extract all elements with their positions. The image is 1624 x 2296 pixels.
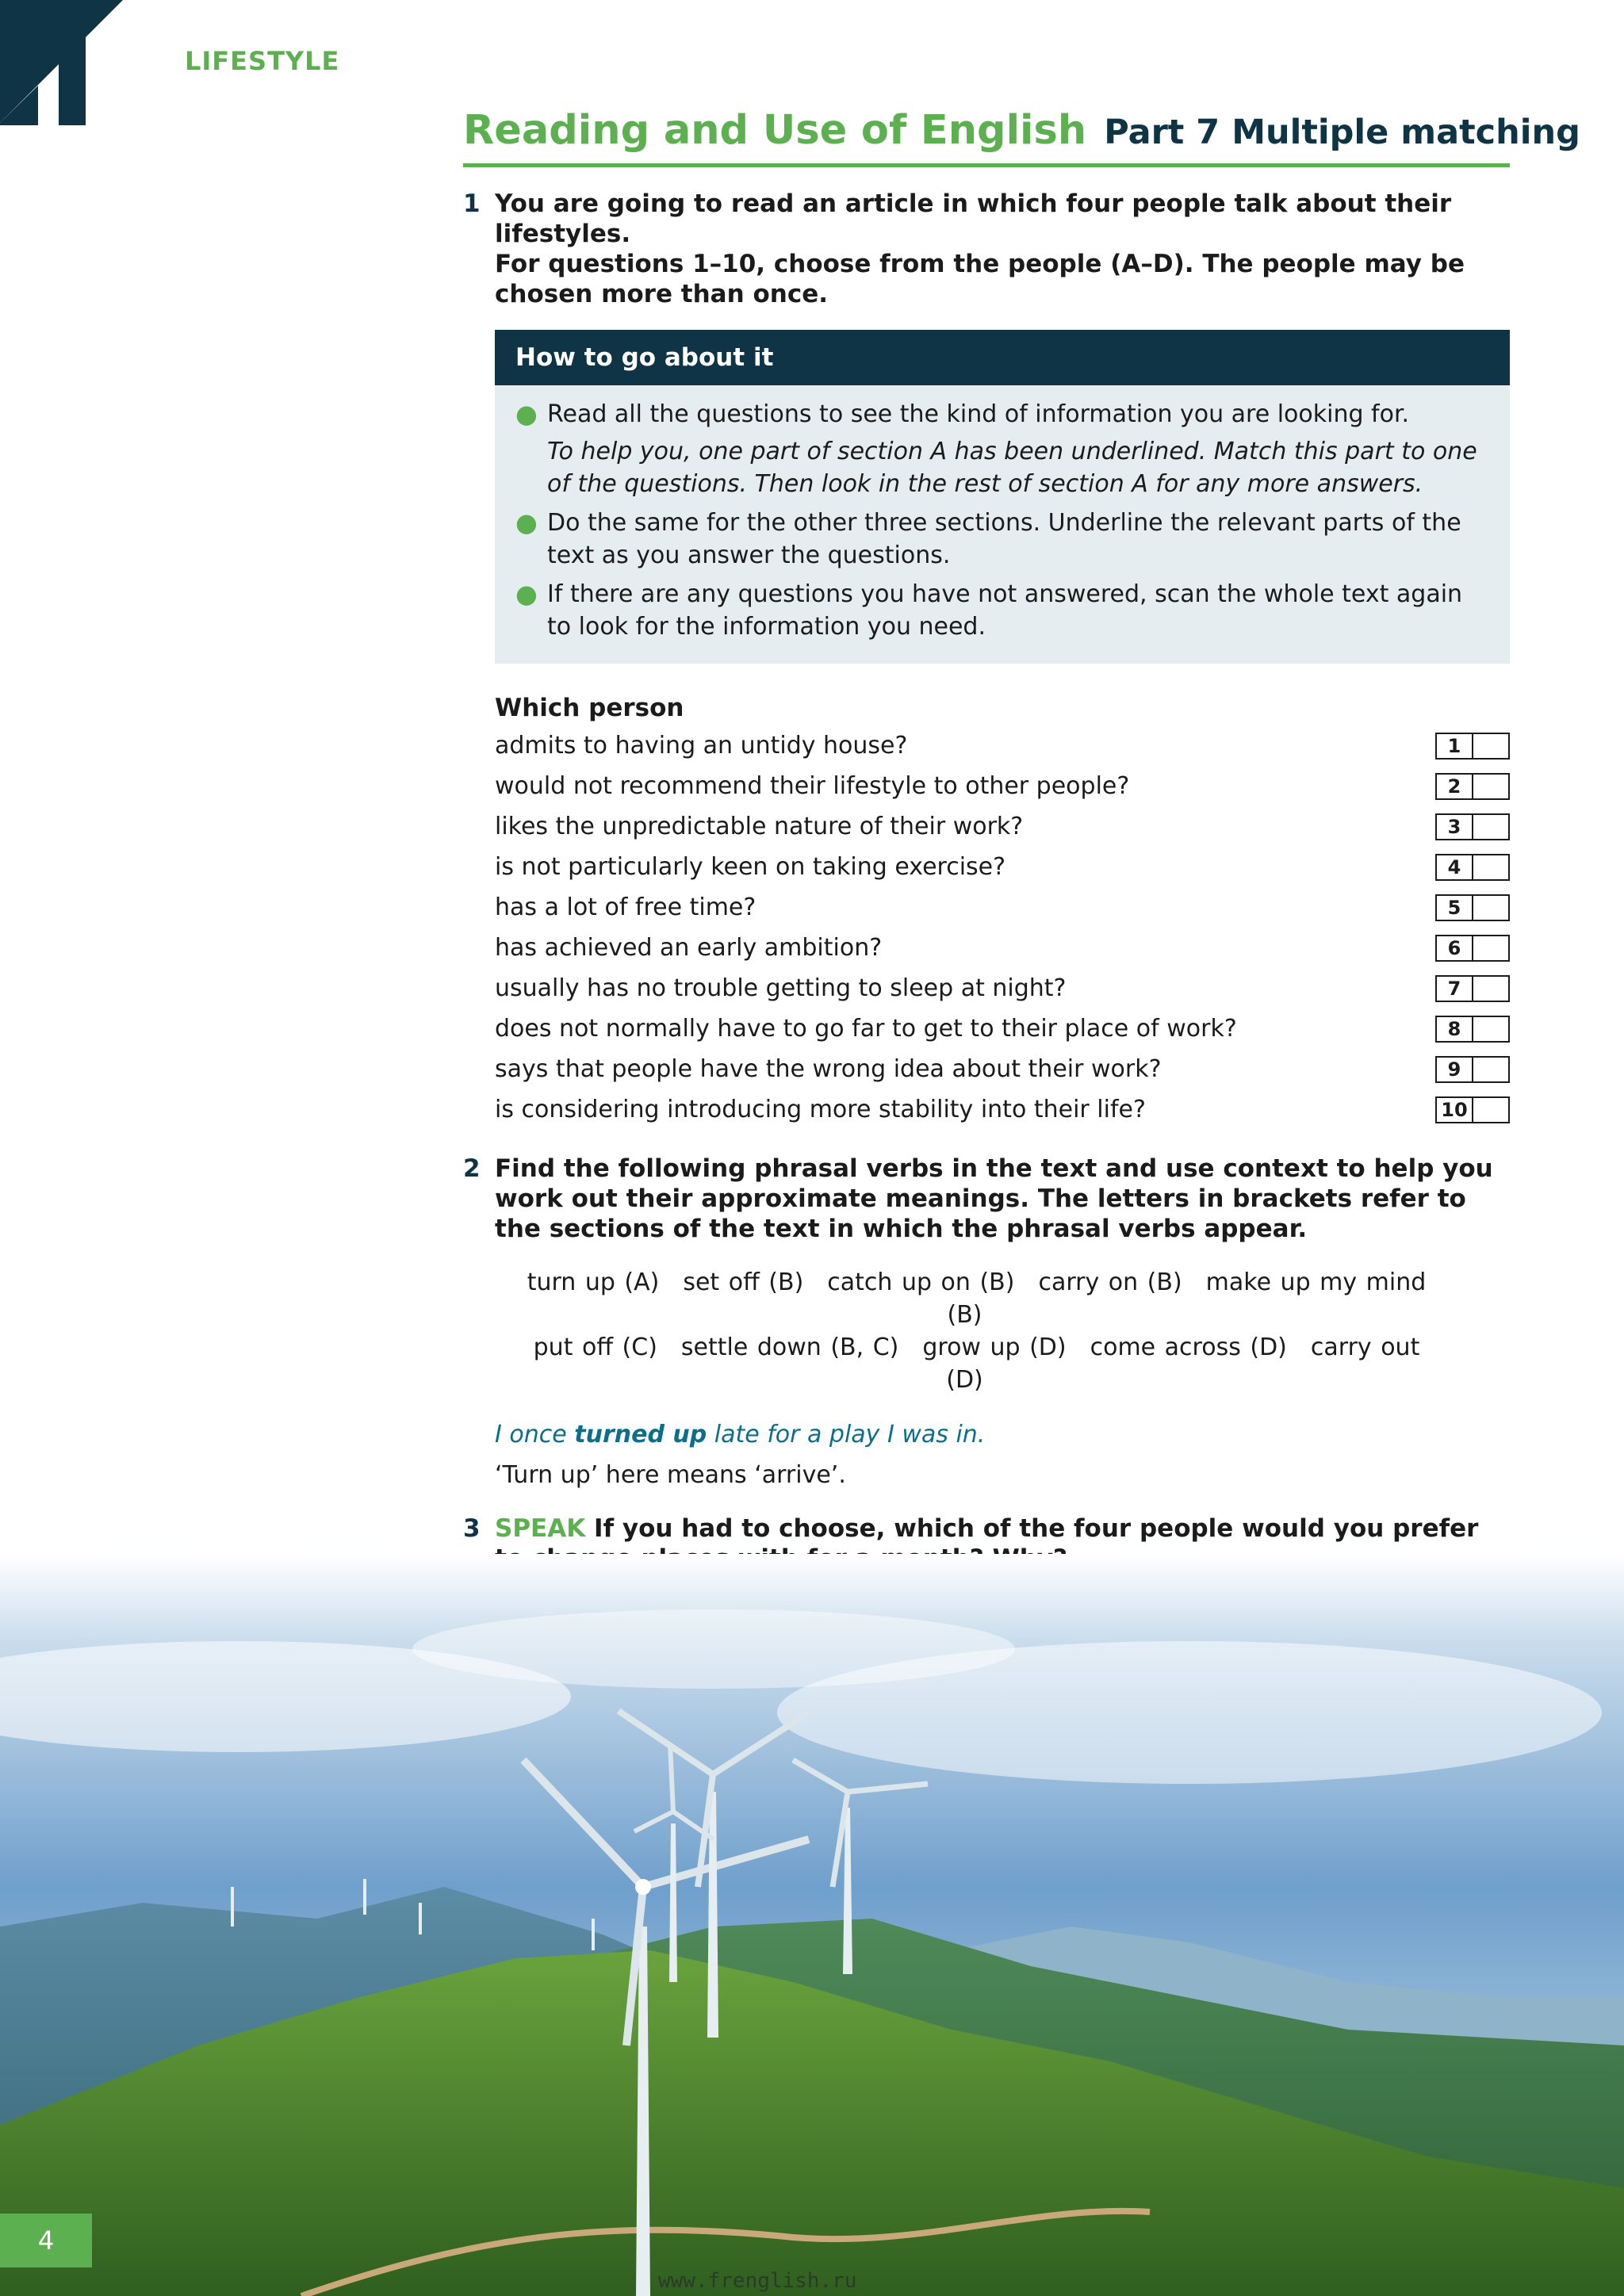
question-number: 4 xyxy=(1437,855,1473,879)
question-text: is considering introducing more stability into their life? xyxy=(495,1096,1146,1123)
question-row xyxy=(495,806,1510,847)
question-text: likes the unpredictable nature of their work? xyxy=(495,813,1024,840)
answer-field[interactable] xyxy=(1473,977,1508,1001)
question-row xyxy=(495,847,1510,887)
bullet-icon: ● xyxy=(515,507,538,538)
question-number: 10 xyxy=(1437,1098,1473,1122)
answer-field[interactable] xyxy=(1473,1098,1508,1122)
answer-box[interactable] xyxy=(1435,733,1510,760)
answer-field[interactable] xyxy=(1473,734,1508,758)
example-text: late for a play I was in. xyxy=(707,1421,986,1448)
answer-box[interactable] xyxy=(1435,1096,1510,1123)
answer-field[interactable] xyxy=(1473,896,1508,920)
main-content xyxy=(463,189,1510,1574)
question-text: is not particularly keen on taking exercise? xyxy=(495,853,1006,881)
phrasal-verb-row xyxy=(495,1266,1446,1331)
question-list xyxy=(495,691,1510,1130)
tip-subtext: To help you, one part of section A has been underlined. Match this part to one of the questions. Then look in the rest of section A for any more answers. xyxy=(547,438,1477,498)
section-header xyxy=(463,107,1580,167)
question-number: 2 xyxy=(1437,775,1473,798)
tip-text: If there are any questions you have not answered, scan the whole text again to look for the information you need. xyxy=(547,580,1463,641)
bullet-icon: ● xyxy=(515,399,538,429)
question-text: would not recommend their lifestyle to other people? xyxy=(495,772,1130,800)
phrasal-verb: come across (D) xyxy=(1090,1334,1287,1361)
answer-field[interactable] xyxy=(1473,855,1508,879)
answer-field[interactable] xyxy=(1473,1017,1508,1041)
answer-box[interactable] xyxy=(1435,773,1510,800)
question-number: 9 xyxy=(1437,1058,1473,1081)
answer-box[interactable] xyxy=(1435,975,1510,1002)
phrasal-verb: grow up (D) xyxy=(922,1334,1067,1361)
question-row xyxy=(495,1049,1510,1089)
tip-item xyxy=(515,578,1486,643)
phrasal-verb: carry out (D) xyxy=(946,1334,1420,1394)
task-3-text: If you had to choose, which of the four people would you prefer xyxy=(594,1514,1479,1543)
question-text: has achieved an early ambition? xyxy=(495,934,883,962)
part-title: Part 7 Multiple matching xyxy=(1104,113,1580,152)
instruction-line-2: For questions 1–10, choose from the people (A–D). The people may be chosen more than once. xyxy=(495,250,1465,308)
tip-item xyxy=(515,507,1486,572)
answer-box[interactable] xyxy=(1435,813,1510,840)
how-to-box xyxy=(495,330,1510,664)
how-to-title: How to go about it xyxy=(495,330,1510,385)
answer-box[interactable] xyxy=(1435,894,1510,921)
question-text: usually has no trouble getting to sleep at night? xyxy=(495,974,1067,1002)
task-number: 2 xyxy=(463,1154,481,1183)
question-row xyxy=(495,968,1510,1008)
question-number: 6 xyxy=(1437,936,1473,960)
task-2 xyxy=(463,1154,1510,1491)
answer-box[interactable] xyxy=(1435,1056,1510,1083)
question-text: admits to having an untidy house? xyxy=(495,732,908,760)
question-row xyxy=(495,887,1510,928)
tip-item xyxy=(515,398,1486,500)
question-number: 5 xyxy=(1437,896,1473,920)
phrasal-verb: catch up on (B) xyxy=(827,1269,1015,1296)
watermark: www.frenglish.ru xyxy=(658,2269,857,2293)
wind-turbine-landscape-photo xyxy=(0,1554,1624,2296)
instruction-line-1: You are going to read an article in which four people talk about their lifestyles. xyxy=(495,189,1452,248)
question-row xyxy=(495,1008,1510,1049)
question-text: has a lot of free time? xyxy=(495,894,756,921)
unit-number-badge xyxy=(0,0,127,127)
speak-tag: SPEAK xyxy=(495,1514,586,1543)
question-row xyxy=(495,766,1510,806)
question-number: 3 xyxy=(1437,815,1473,839)
answer-box[interactable] xyxy=(1435,1016,1510,1043)
question-number: 7 xyxy=(1437,977,1473,1001)
task-2-instruction: Find the following phrasal verbs in the text and use context to help you work out their approximate meanings. The letters in brackets refer to the sections of the text in which the phrasal verbs appear. xyxy=(495,1154,1493,1243)
question-number: 8 xyxy=(1437,1017,1473,1041)
answer-field[interactable] xyxy=(1473,775,1508,798)
question-row xyxy=(495,928,1510,968)
phrasal-verb: carry on (B) xyxy=(1038,1269,1182,1296)
answer-field[interactable] xyxy=(1473,815,1508,839)
question-row xyxy=(495,1089,1510,1130)
unit-label: LIFESTYLE xyxy=(185,46,340,76)
answer-box[interactable] xyxy=(1435,935,1510,962)
phrasal-verb: turn up (A) xyxy=(527,1269,660,1296)
phrasal-verb-row xyxy=(495,1331,1446,1396)
task-1 xyxy=(463,189,1510,1130)
question-text: does not normally have to go far to get to their place of work? xyxy=(495,1015,1237,1043)
question-text: says that people have the wrong idea about their work? xyxy=(495,1055,1162,1083)
phrasal-verb-list xyxy=(495,1266,1510,1396)
tip-text: Do the same for the other three sections. Underline the relevant parts of the text as you answer the questions. xyxy=(547,509,1461,569)
question-number: 1 xyxy=(1437,734,1473,758)
tip-text: Read all the questions to see the kind of information you are looking for. xyxy=(547,400,1410,428)
example-explanation: ‘Turn up’ here means ‘arrive’. xyxy=(495,1461,846,1489)
answer-field[interactable] xyxy=(1473,936,1508,960)
paper-title: Reading and Use of English xyxy=(463,107,1087,154)
task-number: 1 xyxy=(463,189,481,218)
question-row xyxy=(495,725,1510,766)
example-sentence xyxy=(495,1418,1510,1451)
task-1-instruction xyxy=(495,189,1510,309)
phrasal-verb: settle down (B, C) xyxy=(680,1334,899,1361)
bullet-icon: ● xyxy=(515,579,538,609)
phrasal-verb: put off (C) xyxy=(533,1334,657,1361)
phrasal-verb: make up my mind (B) xyxy=(947,1269,1427,1329)
phrasal-verb: set off (B) xyxy=(683,1269,804,1296)
page-number: 4 xyxy=(0,2214,92,2267)
answer-field[interactable] xyxy=(1473,1058,1508,1081)
example-highlight: turned up xyxy=(574,1421,707,1448)
task-number: 3 xyxy=(463,1514,481,1543)
answer-box[interactable] xyxy=(1435,854,1510,881)
example-text: I once xyxy=(495,1421,575,1448)
question-heading: Which person xyxy=(495,694,684,722)
